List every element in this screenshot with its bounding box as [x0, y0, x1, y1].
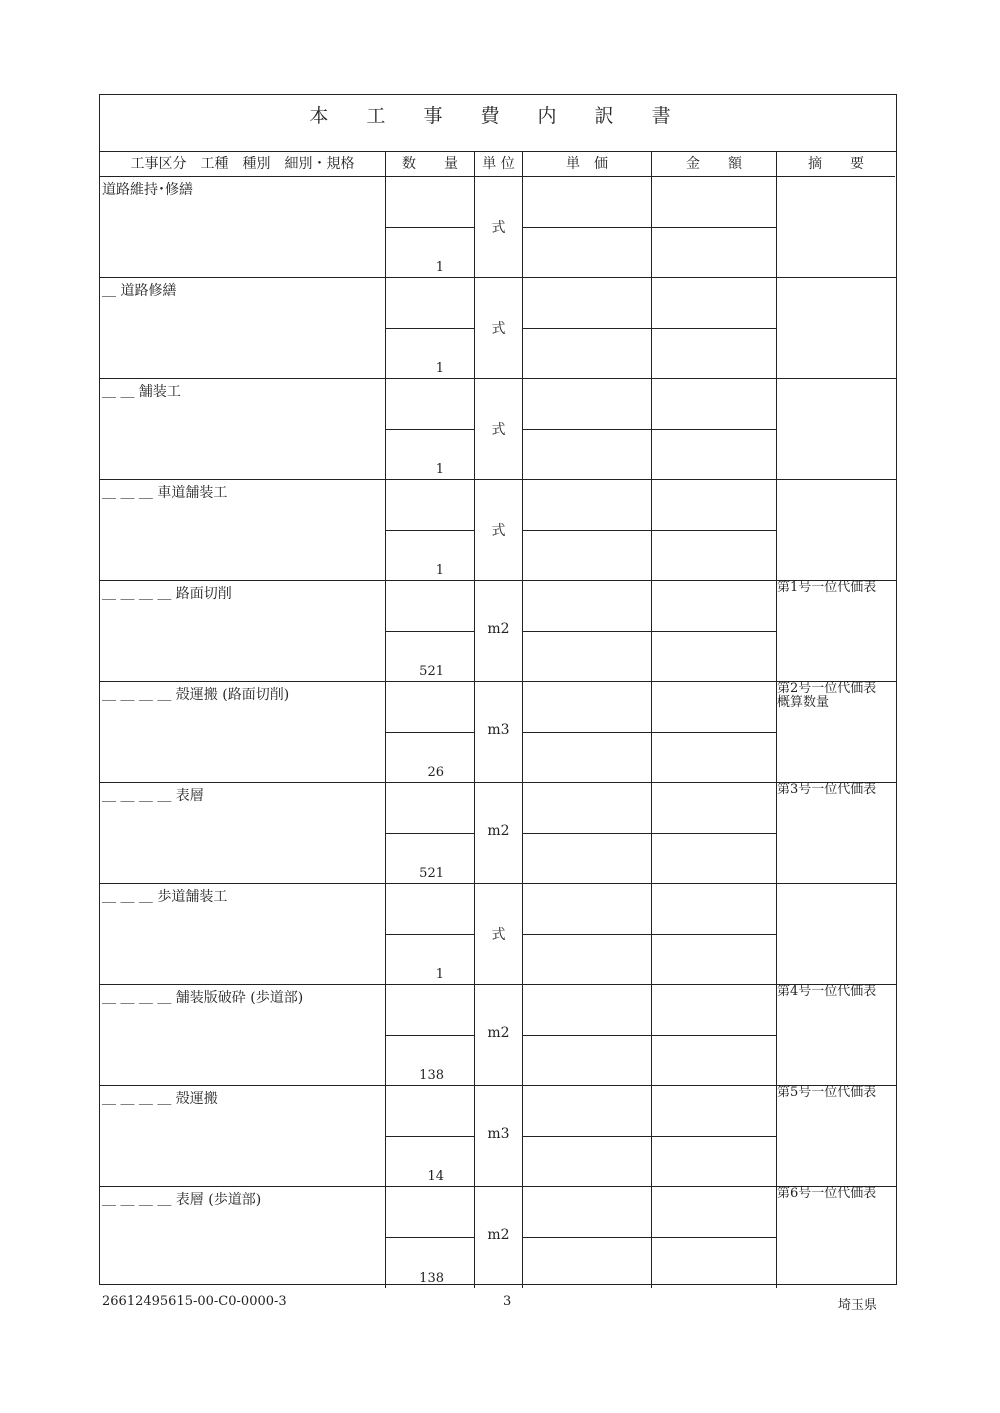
- item-name: 道路維持･修繕: [102, 182, 193, 198]
- divider: [523, 227, 651, 228]
- amount-cell: [652, 177, 777, 277]
- quantity-cell: [386, 278, 475, 378]
- item-name: ＿ 道路修繕: [102, 283, 177, 299]
- remarks-cell: [777, 177, 895, 277]
- item-name: ＿ ＿ ＿ ＿ 舗装版破砕 (歩道部): [102, 990, 304, 1006]
- item-name-cell: [100, 1086, 386, 1186]
- item-name: ＿ ＿ ＿ ＿ 殻運搬 (路面切削): [102, 687, 290, 703]
- amount-cell: [652, 581, 777, 681]
- unit-cell: [475, 682, 523, 782]
- unit-cell: [475, 177, 523, 277]
- unit-price-cell: [523, 1086, 652, 1186]
- divider: [386, 934, 474, 935]
- divider: [652, 732, 776, 733]
- quantity-value: 138: [419, 1068, 444, 1083]
- item-name-cell: [100, 379, 386, 479]
- remark-text: 第1号一位代価表: [777, 580, 877, 595]
- divider: [523, 833, 651, 834]
- quantity-cell: [386, 379, 475, 479]
- remarks-cell: [777, 884, 895, 984]
- table-row: [100, 884, 896, 985]
- divider: [523, 429, 651, 430]
- divider: [652, 934, 776, 935]
- unit-cell: [475, 783, 523, 883]
- table-row: [100, 1187, 896, 1288]
- document-number: 26612495615-00-C0-0000-3: [102, 1294, 287, 1309]
- header-quantity: 数 量: [386, 151, 475, 177]
- amount-cell: [652, 480, 777, 580]
- remarks-cell: [777, 379, 895, 479]
- remarks-cell: [777, 783, 895, 883]
- item-name-cell: [100, 480, 386, 580]
- table-row: [100, 177, 896, 278]
- remark-text: 第2号一位代価表: [777, 681, 877, 696]
- remarks-cell: [777, 480, 895, 580]
- unit-cell: [475, 480, 523, 580]
- quantity-value: 1: [435, 563, 444, 578]
- unit-price-cell: [523, 783, 652, 883]
- divider: [386, 328, 474, 329]
- unit-value: 式: [491, 523, 506, 539]
- unit-value: 式: [491, 927, 506, 943]
- unit-cell: [475, 379, 523, 479]
- quantity-cell: [386, 480, 475, 580]
- item-name-cell: [100, 278, 386, 378]
- divider: [386, 631, 474, 632]
- quantity-value: 1: [435, 462, 444, 477]
- divider: [652, 530, 776, 531]
- item-name: ＿ ＿ ＿ ＿ 殻運搬: [102, 1091, 218, 1107]
- divider: [386, 530, 474, 531]
- divider: [523, 1035, 651, 1036]
- remark-text: 第6号一位代価表: [777, 1186, 877, 1201]
- quantity-value: 1: [435, 260, 444, 275]
- divider: [652, 631, 776, 632]
- title-row: [100, 95, 896, 152]
- document-title: 本 工 事 費 内 訳 書: [309, 105, 687, 127]
- divider: [523, 1237, 651, 1238]
- amount-cell: [652, 985, 777, 1085]
- table-row: [100, 581, 896, 682]
- unit-value: 式: [491, 422, 506, 438]
- unit-price-cell: [523, 884, 652, 984]
- divider: [523, 732, 651, 733]
- header-unit-price: 単 価: [523, 151, 652, 177]
- unit-value: m2: [487, 621, 510, 637]
- quantity-value: 138: [419, 1271, 444, 1286]
- item-name-cell: [100, 783, 386, 883]
- divider: [386, 1136, 474, 1137]
- divider: [523, 1136, 651, 1137]
- remarks-cell: [777, 1187, 895, 1288]
- remarks-cell: [777, 985, 895, 1085]
- divider: [652, 1136, 776, 1137]
- divider: [652, 429, 776, 430]
- remarks-cell: [777, 682, 895, 782]
- amount-cell: [652, 379, 777, 479]
- unit-price-cell: [523, 1187, 652, 1288]
- quantity-cell: [386, 1187, 475, 1288]
- unit-price-cell: [523, 480, 652, 580]
- item-name: ＿ ＿ 舗装工: [102, 384, 181, 400]
- divider: [652, 1035, 776, 1036]
- unit-cell: [475, 581, 523, 681]
- amount-cell: [652, 783, 777, 883]
- table-row: [100, 480, 896, 581]
- unit-price-cell: [523, 682, 652, 782]
- table-row: [100, 783, 896, 884]
- unit-value: m3: [487, 1126, 510, 1142]
- divider: [523, 530, 651, 531]
- divider: [386, 833, 474, 834]
- amount-cell: [652, 278, 777, 378]
- item-name-cell: [100, 581, 386, 681]
- unit-value: 式: [491, 321, 506, 337]
- unit-price-cell: [523, 278, 652, 378]
- amount-cell: [652, 1187, 777, 1288]
- quantity-cell: [386, 985, 475, 1085]
- item-name: ＿ ＿ ＿ 車道舗装工: [102, 485, 228, 501]
- header-unit: 単 位: [475, 151, 523, 177]
- divider: [652, 227, 776, 228]
- header-item: 工事区分 工種 種別 細別・規格: [100, 151, 386, 177]
- divider: [523, 631, 651, 632]
- amount-cell: [652, 682, 777, 782]
- quantity-cell: [386, 177, 475, 277]
- quantity-cell: [386, 682, 475, 782]
- divider: [652, 328, 776, 329]
- amount-cell: [652, 1086, 777, 1186]
- divider: [386, 1237, 474, 1238]
- table-row: [100, 985, 896, 1086]
- table-row: [100, 1086, 896, 1187]
- organization-name: 埼玉県: [838, 1298, 878, 1313]
- table-row: [100, 278, 896, 379]
- divider: [386, 227, 474, 228]
- quantity-cell: [386, 884, 475, 984]
- divider: [386, 732, 474, 733]
- quantity-value: 521: [419, 866, 444, 881]
- unit-value: 式: [491, 220, 506, 236]
- unit-price-cell: [523, 985, 652, 1085]
- unit-price-cell: [523, 177, 652, 277]
- remarks-cell: [777, 581, 895, 681]
- item-name: ＿ ＿ ＿ 歩道舗装工: [102, 889, 228, 905]
- unit-value: m3: [487, 722, 510, 738]
- remarks-cell: [777, 1086, 895, 1186]
- item-name-cell: [100, 1187, 386, 1288]
- unit-cell: [475, 1187, 523, 1288]
- remark-text: 第3号一位代価表: [777, 782, 877, 797]
- quantity-value: 1: [435, 361, 444, 376]
- table-row: [100, 682, 896, 783]
- unit-value: m2: [487, 823, 510, 839]
- quantity-cell: [386, 581, 475, 681]
- remark-text: 第5号一位代価表: [777, 1085, 877, 1100]
- header-amount: 金 額: [652, 151, 777, 177]
- table-row: [100, 379, 896, 480]
- remarks-cell: [777, 278, 895, 378]
- divider: [386, 1035, 474, 1036]
- page-number: 3: [503, 1294, 512, 1309]
- quantity-value: 521: [419, 664, 444, 679]
- quantity-cell: [386, 1086, 475, 1186]
- quantity-cell: [386, 783, 475, 883]
- divider: [523, 328, 651, 329]
- item-name-cell: [100, 177, 386, 277]
- header-remarks: 摘 要: [777, 151, 895, 177]
- remark-text: 概算数量: [777, 695, 830, 710]
- divider: [652, 1237, 776, 1238]
- unit-cell: [475, 1086, 523, 1186]
- item-name: ＿ ＿ ＿ ＿ 表層 (歩道部): [102, 1192, 262, 1208]
- unit-value: m2: [487, 1227, 510, 1243]
- amount-cell: [652, 884, 777, 984]
- item-name: ＿ ＿ ＿ ＿ 表層: [102, 788, 204, 804]
- divider: [652, 833, 776, 834]
- quantity-value: 14: [427, 1169, 444, 1184]
- divider: [386, 429, 474, 430]
- item-name-cell: [100, 884, 386, 984]
- remark-text: 第4号一位代価表: [777, 984, 877, 999]
- unit-price-cell: [523, 581, 652, 681]
- unit-cell: [475, 985, 523, 1085]
- quantity-value: 26: [427, 765, 444, 780]
- quantity-value: 1: [435, 967, 444, 982]
- cost-breakdown-sheet: [99, 94, 897, 1285]
- unit-cell: [475, 278, 523, 378]
- item-name: ＿ ＿ ＿ ＿ 路面切削: [102, 586, 232, 602]
- item-name-cell: [100, 985, 386, 1085]
- unit-value: m2: [487, 1025, 510, 1041]
- unit-cell: [475, 884, 523, 984]
- unit-price-cell: [523, 379, 652, 479]
- divider: [523, 934, 651, 935]
- item-name-cell: [100, 682, 386, 782]
